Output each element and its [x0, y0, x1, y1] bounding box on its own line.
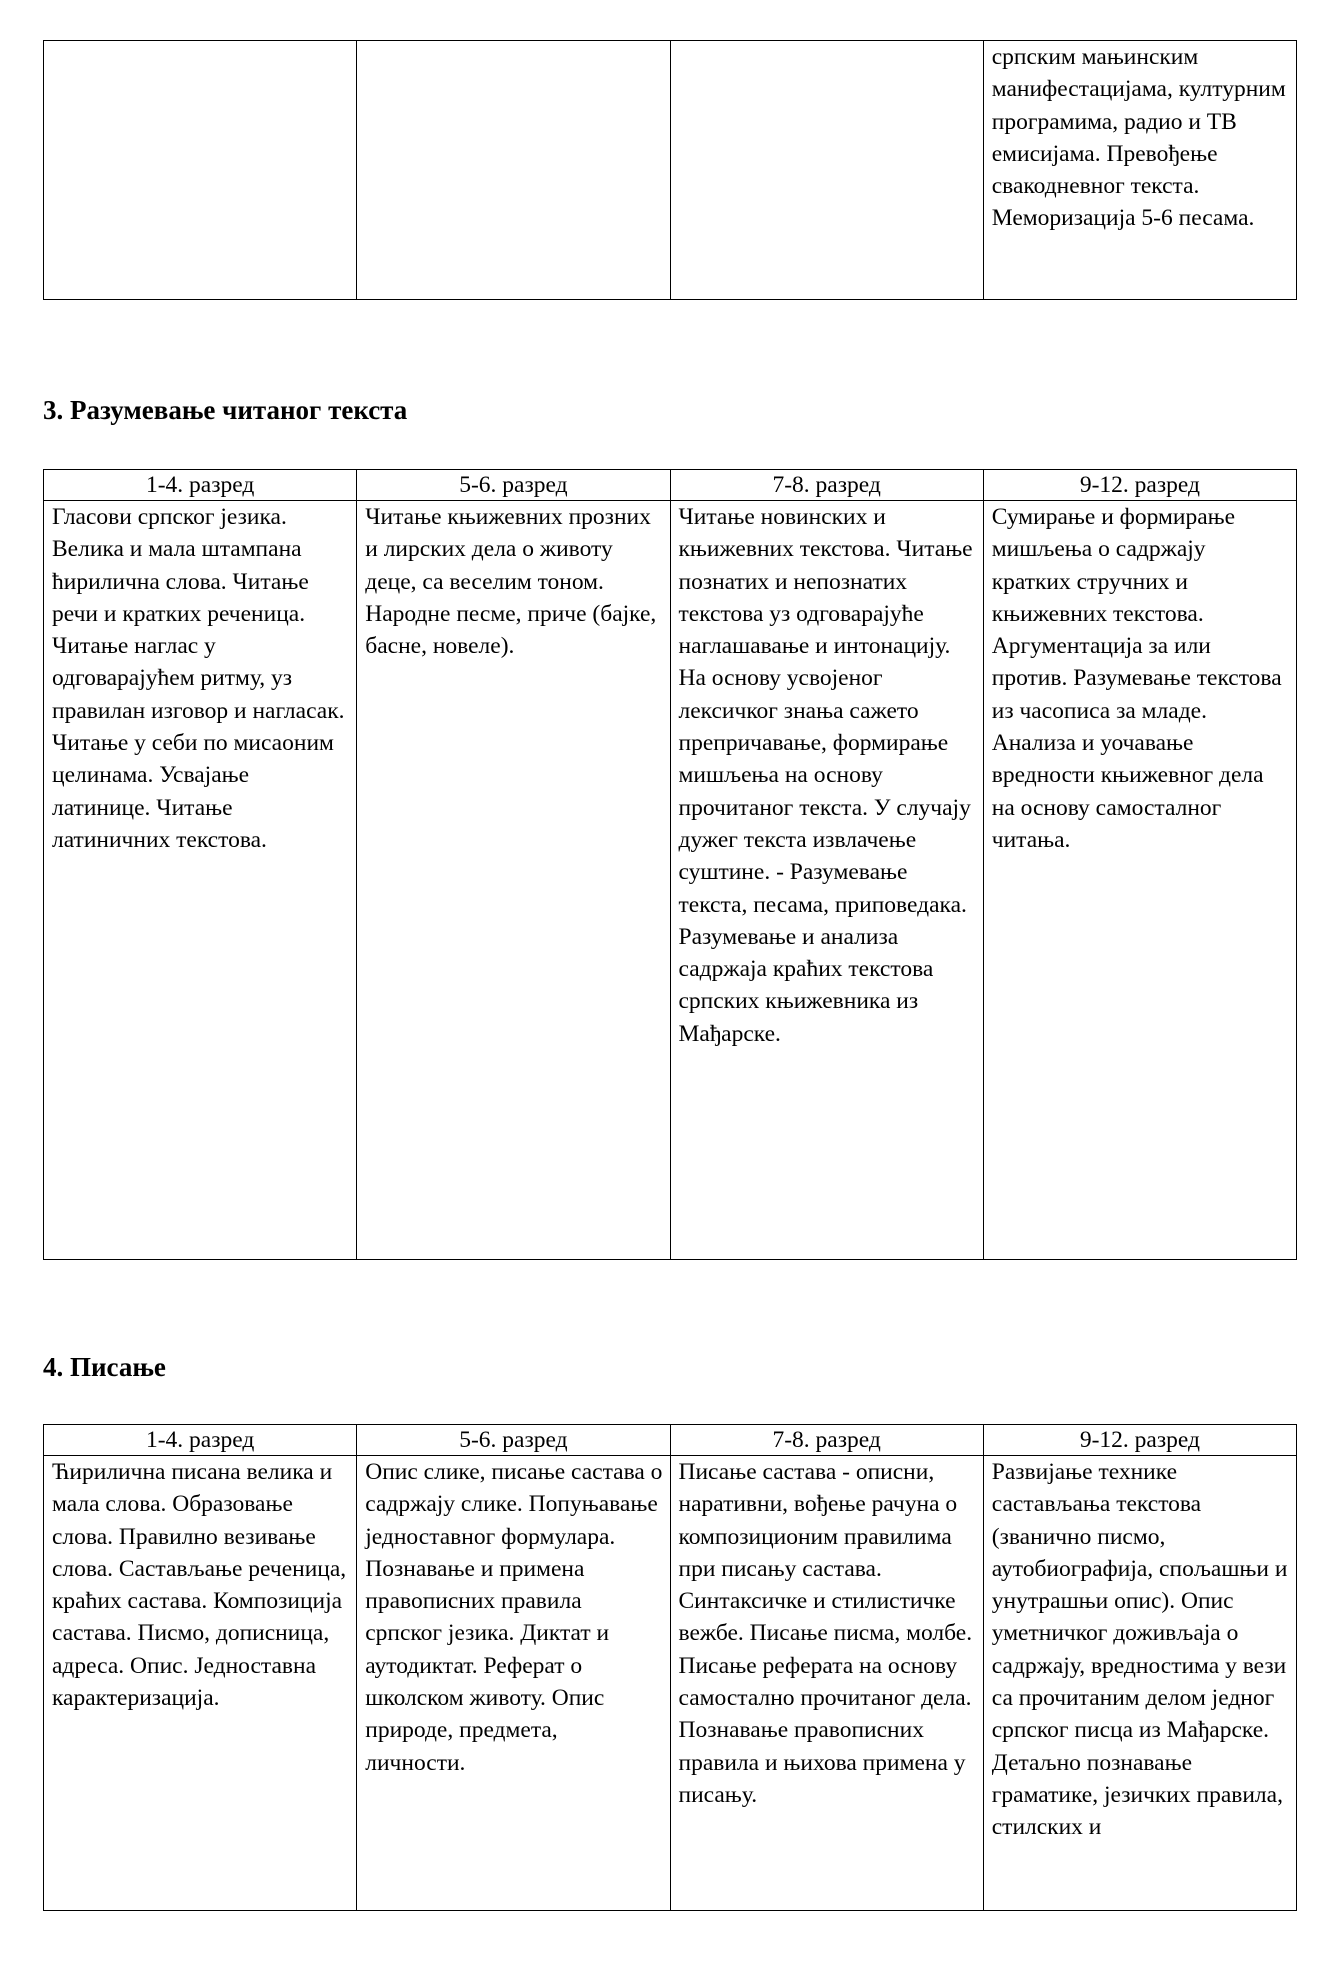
table-cell-5-6 — [357, 501, 670, 1260]
cell-text: Писање састава - описни, наративни, вођење рачуна о композиционим правилима при писању састава. Синтаксичке и стилистичке вежбе. Писање писма, молбе. Писање реферата на основу самостално прочитаног дела. Познавање правописних правила и њихова примена у писању. — [678, 1459, 973, 1808]
table-row — [44, 501, 1297, 1260]
table-cell-5-6 — [357, 41, 670, 300]
table-row — [44, 41, 1297, 300]
table-header-row — [44, 470, 1297, 501]
cell-text: Ћирилична писана велика и мала слова. Образовање слова. Правилно везивање слова. Састављање реченица, краћих састава. Композиција састава. Писмо, дописница, адреса. Опис. Једноставна карактеризација. — [52, 1459, 347, 1712]
table-cell-7-8 — [670, 1456, 983, 1911]
column-header: 7-8. разред — [670, 1425, 983, 1456]
cell-text: Читање новинских и књижевних текстова. Читање познатих и непознатих текстова уз одговарајуће наглашавање и интонацију. На основу усвојеног лексичког знања сажето препричавање, формирање мишљења на основу прочитаног текста. У случају дужег текста извлачење суштине. - Разумевање текста, песама, приповедака. Разумевање и анализа садржаја краћих текстова српских књижевника из Мађарске. — [678, 504, 973, 1047]
table-cell-7-8 — [670, 41, 983, 300]
table-cell-1-4 — [44, 41, 357, 300]
section-heading-writing: 4. Писање — [43, 1352, 166, 1382]
table-cell-7-8 — [670, 501, 983, 1260]
column-header: 9-12. разред — [983, 470, 1296, 501]
writing-table — [43, 1424, 1297, 1911]
column-header: 7-8. разред — [670, 470, 983, 501]
reading-table — [43, 469, 1297, 1260]
table-cell-9-12 — [983, 501, 1296, 1260]
table-cell-5-6 — [357, 1456, 670, 1911]
column-header: 5-6. разред — [357, 1425, 670, 1456]
table-cell-1-4 — [44, 1456, 357, 1911]
cell-text: Читање књижевних прозних и лирских дела о животу деце, са веселим тоном. Народне песме, приче (бајке, басне, новеле). — [365, 504, 657, 660]
table-cell-9-12 — [983, 41, 1296, 300]
cell-text: Сумирање и формирање мишљења о садржају кратких стручних и књижевних текстова. Аргументација за или против. Разумевање текстова из часописа за младе. Анализа и уочавање вредности књижевног дела на основу самосталног читања. — [991, 504, 1282, 853]
continuation-table — [43, 40, 1297, 300]
column-header: 9-12. разред — [983, 1425, 1296, 1456]
cell-text: Гласови српског језика. Велика и мала штампана ћирилична слова. Читање речи и кратких реченица. Читање наглас у одговарајућем ритму, уз правилан изговор и нагласак. Читање у себи по мисаоним целинама. Усвајање латинице. Читање латиничних текстова. — [52, 504, 345, 853]
column-header: 1-4. разред — [44, 1425, 357, 1456]
cell-text: Опис слике, писање састава о садржају слике. Попуњавање једноставног формулара. Познавање и примена правописних правила српског језика. Диктат и аутодиктат. Реферат о школском животу. Опис природе, предмета, личности. — [365, 1459, 663, 1776]
table-row — [44, 1456, 1297, 1911]
column-header: 1-4. разред — [44, 470, 357, 501]
table-cell-1-4 — [44, 501, 357, 1260]
table-cell-9-12 — [983, 1456, 1296, 1911]
cell-text: Развијање технике састављања текстова (званично писмо, аутобиографија, спољашњи и унутрашњи опис). Опис уметничког доживљаја о садржају, вредностима у вези са прочитаним делом једног српског писца из Мађарске. Детаљно познавање граматике, језичких правила, стилских и — [991, 1459, 1288, 1841]
cell-text: српским мањинским манифестацијама, културним програмима, радио и ТВ емисијама. Превођење свакодневног текста. Меморизација 5-6 песама. — [991, 44, 1286, 232]
section-heading-reading: 3. Разумевање читаног текста — [43, 395, 408, 425]
column-header: 5-6. разред — [357, 470, 670, 501]
table-header-row — [44, 1425, 1297, 1456]
